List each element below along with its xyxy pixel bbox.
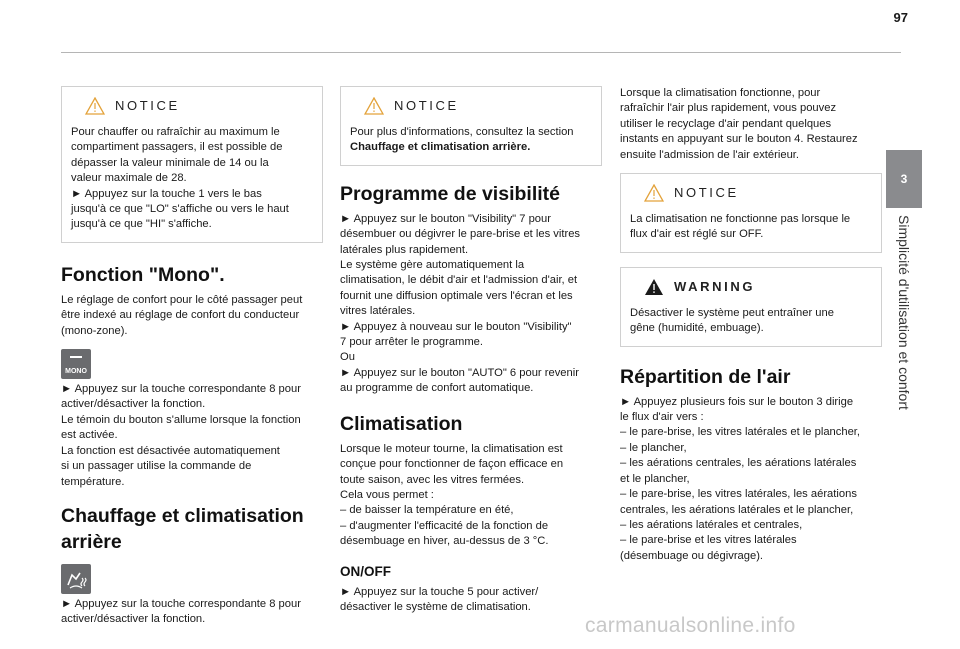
notice-triangle-icon (85, 97, 105, 115)
text-line: – le pare-brise et les vitres latérales (620, 534, 797, 547)
rear-climate-icon (61, 564, 91, 594)
text-line: jusqu'à ce que "HI" s'affiche. (71, 218, 212, 231)
section-heading: Climatisation (340, 412, 463, 435)
chapter-tab[interactable]: 3 (886, 150, 922, 208)
top-divider (61, 52, 901, 53)
text-line: instants en appuyant sur le bouton 4. Restaurez (620, 133, 858, 146)
text-line: est activée. (61, 429, 118, 442)
section-heading: Chauffage et climatisation (61, 504, 304, 527)
notice-box (620, 173, 882, 253)
notice-label: NOTICE (115, 98, 180, 114)
notice-box (61, 86, 323, 243)
text-line: Le réglage de confort pour le côté passager peut (61, 293, 303, 306)
watermark: carmanualsonline.info (585, 614, 796, 637)
text-line: utiliser le recyclage d'air pendant quelques (620, 117, 832, 130)
text-line: – le pare-brise, les vitres latérales et le plancher, (620, 426, 861, 439)
mono-button-icon: MONO (61, 349, 91, 379)
text-line: – d'augmenter l'efficacité de la fonction de (340, 519, 549, 532)
text-line: Lorsque le moteur tourne, la climatisation est (340, 442, 563, 455)
text-line: ► Appuyez sur la touche correspondante 8 pour (61, 383, 301, 396)
text-line: gêne (humidité, embuage). (630, 322, 764, 335)
text-line: jusqu'à ce que "LO" s'affiche ou vers le haut (71, 203, 289, 216)
text-line: – le plancher, (620, 441, 687, 454)
text-line: si un passager utilise la commande de (61, 460, 252, 473)
subsection-heading: ON/OFF (340, 563, 391, 579)
warning-box (620, 267, 882, 347)
text-line: Lorsque la climatisation fonctionne, pour (620, 87, 821, 99)
text-line: – de baisser la température en été, (340, 504, 514, 517)
text-line: rafraîchir l'air plus rapidement, vous pouvez (620, 102, 837, 115)
text-line: (désembuage ou dégivrage). (620, 549, 764, 562)
text-line: ► Appuyez sur le bouton "AUTO" 6 pour revenir (340, 366, 579, 379)
warning-label: WARNING (674, 279, 756, 295)
text-line: activer/désactiver la fonction. (61, 398, 206, 411)
column-2 (340, 86, 602, 616)
text-line: ► Appuyez sur la touche correspondante 8 pour (61, 597, 301, 610)
notice-label: NOTICE (674, 185, 739, 201)
text-line: – le pare-brise, les vitres latérales, les aérations (620, 488, 857, 501)
text-line: compartiment passagers, il est possible de (71, 141, 283, 154)
text-line: latérales plus rapidement. (340, 243, 469, 256)
text-line: désembuage en hiver, au-dessus de 3 °C. (340, 535, 549, 548)
column-1 (61, 86, 323, 628)
text-line: toute saison, avec les vitres fermées. (340, 473, 525, 486)
text-line: 7 pour arrêter le programme. (340, 336, 484, 349)
section-heading: Répartition de l'air (620, 365, 791, 388)
notice-triangle-icon (644, 184, 664, 202)
text-line: climatisation, le débit d'air et l'admission d'air, et (340, 274, 578, 287)
text-line: flux d'air est réglé sur OFF. (630, 228, 764, 241)
warning-triangle-icon (644, 278, 664, 296)
section-heading: arrière (61, 530, 122, 553)
text-line: être indexé au réglage de confort du conducteur (61, 309, 300, 322)
text-line: – les aérations latérales et centrales, (620, 518, 803, 531)
section-heading: Programme de visibilité (340, 182, 560, 205)
text-line: – les aérations centrales, les aérations latérales (620, 457, 857, 470)
notice-triangle-icon (364, 97, 384, 115)
text-line: Chauffage et climatisation arrière. (350, 141, 531, 154)
text-line: vitres latérales. (340, 305, 416, 318)
text-line: ► Appuyez plusieurs fois sur le bouton 3 dirige (620, 395, 854, 408)
text-line: et le plancher, (620, 472, 690, 485)
section-heading: Fonction "Mono". (61, 263, 225, 286)
text-line: ► Appuyez sur le bouton "Visibility" 7 pour (340, 212, 551, 225)
text-line: Pour plus d'informations, consultez la section (350, 126, 574, 138)
chapter-title: Simplicité d'utilisation et confort (896, 215, 912, 410)
text-line: Cela vous permet : (340, 488, 434, 501)
text-line: activer/désactiver la fonction. (61, 613, 206, 626)
text-line: conçue pour fonctionner de façon efficace en (340, 458, 564, 471)
chapter-title-vertical (892, 215, 916, 455)
text-line: au programme de confort automatique. (340, 382, 534, 395)
text-line: (mono-zone). (61, 324, 128, 337)
notice-box (340, 86, 602, 166)
text-line: le flux d'air vers : (620, 411, 704, 424)
text-line: Le système gère automatiquement la (340, 259, 525, 272)
text-line: Désactiver le système peut entraîner une (630, 306, 834, 319)
text-line: désembuer ou dégivrer le pare-brise et les vitres (340, 228, 581, 241)
text-line: La climatisation ne fonctionne pas lorsque le (630, 213, 851, 226)
text-line: Le témoin du bouton s'allume lorsque la fonction (61, 413, 301, 426)
column-3 (620, 86, 882, 564)
text-line: fournit une diffusion optimale vers l'écran et les (340, 289, 573, 302)
text-line: Ou (340, 351, 355, 364)
text-line: ► Appuyez sur la touche 1 vers le bas (71, 187, 262, 200)
text-line: dépasser la valeur minimale de 14 ou la (71, 156, 269, 169)
text-line: centrales, les aérations latérales et le plancher, (620, 503, 854, 516)
text-line: désactiver le système de climatisation. (340, 601, 531, 614)
text-line: ► Appuyez à nouveau sur le bouton "Visibility" (340, 320, 572, 333)
text-line: température. (61, 475, 125, 488)
text-line: valeur maximale de 28. (71, 172, 187, 185)
text-line: La fonction est désactivée automatiquement (61, 444, 280, 457)
notice-label: NOTICE (394, 98, 459, 114)
text-line: ensuite l'admission de l'air extérieur. (620, 148, 800, 161)
page-number: 97 (893, 10, 908, 25)
text-line: ► Appuyez sur la touche 5 pour activer/ (340, 585, 539, 598)
text-line: Pour chauffer ou rafraîchir au maximum le (71, 126, 280, 138)
